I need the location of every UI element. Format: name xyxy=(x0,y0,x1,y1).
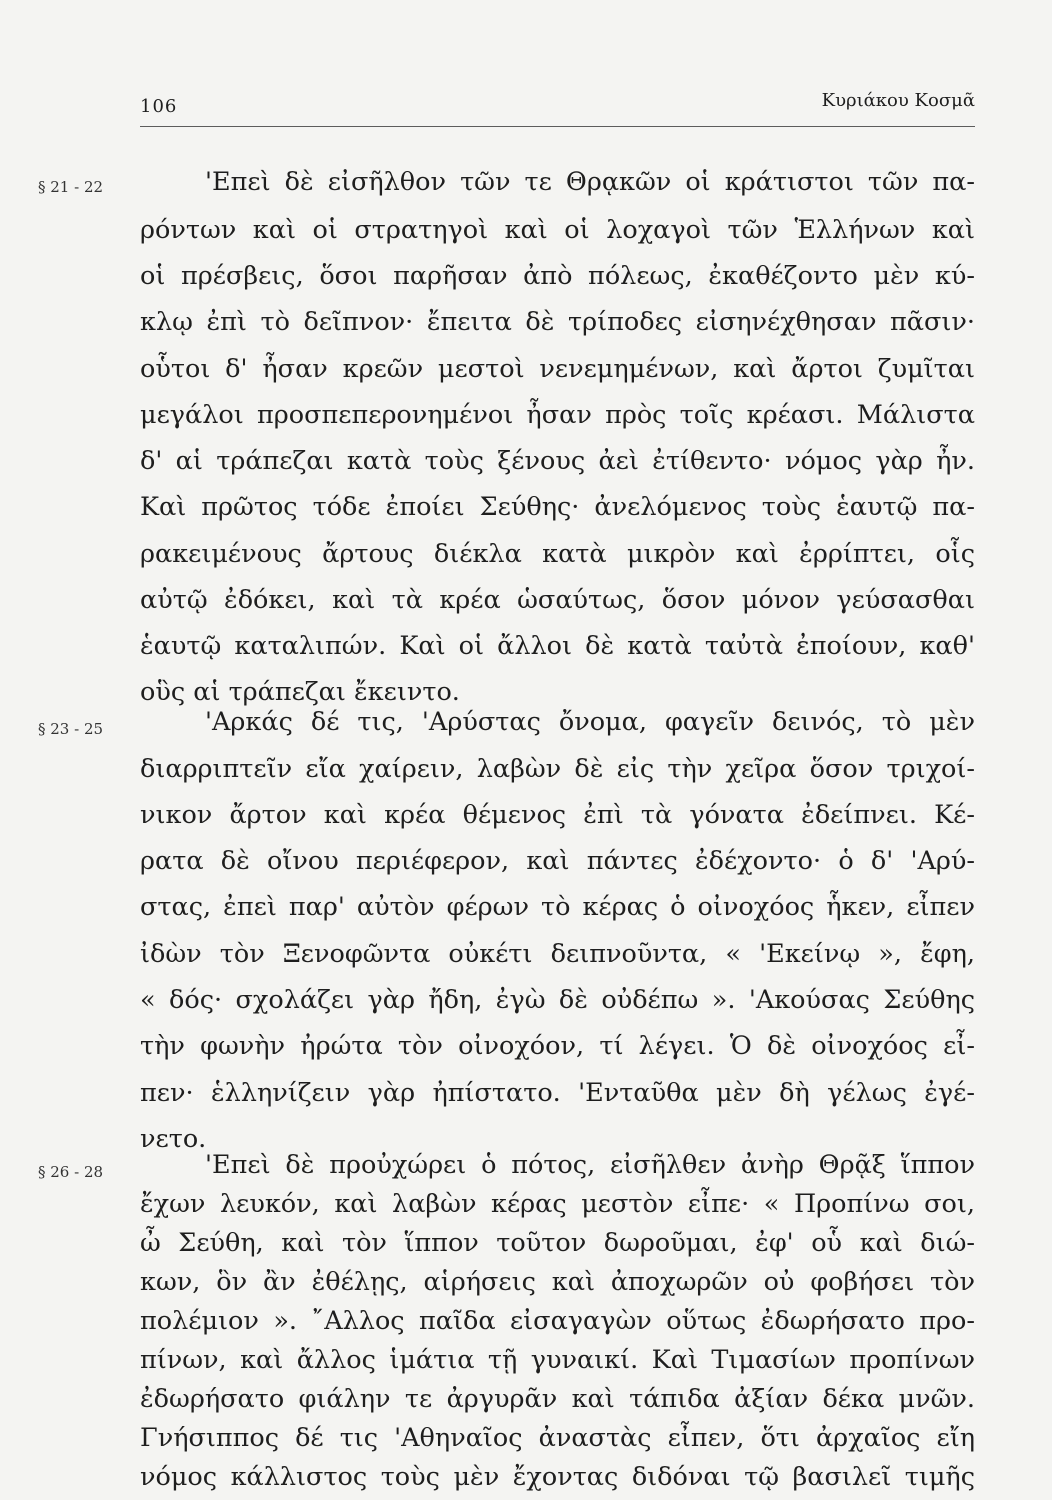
text-line: διαρριπτεῖν εἴα χαίρειν, λαβὼν δὲ εἰς τὴν χεῖρα ὅσον τριχοί- xyxy=(140,754,975,784)
section-label: § 26 - 28 xyxy=(38,1163,104,1181)
text-line: δ' αἱ τράπεζαι κατὰ τοὺς ξένους ἀεὶ ἐτίθεντο· νόμος γὰρ ἦν. xyxy=(140,446,975,476)
section-label: § 23 - 25 xyxy=(38,720,104,738)
text-line: ἑαυτῷ καταλιπών. Καὶ οἱ ἄλλοι δὲ κατὰ ταὐτὰ ἐποίουν, καθ' xyxy=(140,631,975,661)
page-header xyxy=(140,92,975,127)
text-line: « δός· σχολάζει γὰρ ἤδη, ἐγὼ δὲ οὐδέπω ». 'Ακούσας Σεύθης xyxy=(140,985,975,1015)
text-line: νόμος κάλλιστος τοὺς μὲν ἔχοντας διδόναι τῷ βασιλεῖ τιμῆς xyxy=(140,1462,975,1492)
text-line: ρατα δὲ οἴνου περιέφερον, καὶ πάντες ἐδέχοντο· ὁ δ' 'Αρύ- xyxy=(140,846,975,876)
text-line: ἰδὼν τὸν Ξενοφῶντα οὐκέτι δειπνοῦντα, « 'Εκείνῳ », ἔφη, xyxy=(140,939,975,969)
text-line: ρακειμένους ἄρτους διέκλα κατὰ μικρὸν καὶ ἐρρίπτει, οἷς xyxy=(140,539,975,569)
page-number: 106 xyxy=(140,96,178,117)
text-line: ρόντων καὶ οἱ στρατηγοὶ καὶ οἱ λοχαγοὶ τῶν Ἑλλήνων καὶ xyxy=(140,215,975,245)
text-line: πολέμιον ». ῎Αλλος παῖδα εἰσαγαγὼν οὕτως ἐδωρήσατο προ- xyxy=(140,1306,975,1336)
text-line: οὗτοι δ' ἦσαν κρεῶν μεστοὶ νενεμημένων, καὶ ἄρτοι ζυμῖται xyxy=(140,354,975,384)
text-line: κλῳ ἐπὶ τὸ δεῖπνον· ἔπειτα δὲ τρίποδες εἰσηνέχθησαν πᾶσιν· xyxy=(140,307,975,337)
text-line: ὦ Σεύθη, καὶ τὸν ἵππον τοῦτον δωροῦμαι, ἐφ' οὗ καὶ διώ- xyxy=(140,1228,975,1258)
text-line: μεγάλοι προσπεπερονημένοι ἦσαν πρὸς τοῖς κρέασι. Μάλιστα xyxy=(140,400,975,430)
text-line: οἱ πρέσβεις, ὅσοι παρῆσαν ἀπὸ πόλεως, ἐκαθέζοντο μὲν κύ- xyxy=(140,261,975,291)
text-line: νετο. xyxy=(140,1124,207,1154)
section-label: § 21 - 22 xyxy=(38,178,104,196)
text-line: 'Επεὶ δὲ εἰσῆλθον τῶν τε Θρᾳκῶν οἱ κράτιστοι τῶν πα- xyxy=(205,167,975,197)
text-line: Γνήσιππος δέ τις 'Αθηναῖος ἀναστὰς εἶπεν, ὅτι ἀρχαῖος εἴη xyxy=(140,1423,975,1453)
running-head: Κυριάκου Κοσμᾶ xyxy=(821,90,975,111)
text-line: πεν· ἑλληνίζειν γὰρ ἠπίστατο. 'Ενταῦθα μὲν δὴ γέλως ἐγέ- xyxy=(140,1078,975,1108)
text-line: νικον ἄρτον καὶ κρέα θέμενος ἐπὶ τὰ γόνατα ἐδείπνει. Κέ- xyxy=(140,800,975,830)
text-line: πίνων, καὶ ἄλλος ἱμάτια τῇ γυναικί. Καὶ Τιμασίων προπίνων xyxy=(140,1345,975,1375)
text-line: ἐδωρήσατο φιάλην τε ἀργυρᾶν καὶ τάπιδα ἀξίαν δέκα μνῶν. xyxy=(140,1384,975,1414)
text-line: κων, ὃν ἂν ἐθέλῃς, αἱρήσεις καὶ ἀποχωρῶν οὐ φοβήσει τὸν xyxy=(140,1267,975,1297)
text-line: στας, ἐπεὶ παρ' αὐτὸν φέρων τὸ κέρας ὁ οἰνοχόος ἧκεν, εἶπεν xyxy=(140,892,975,922)
text-line: 'Επεὶ δὲ προὐχώρει ὁ πότος, εἰσῆλθεν ἀνὴρ Θρᾷξ ἵππον xyxy=(205,1150,975,1180)
text-line: Καὶ πρῶτος τόδε ἐποίει Σεύθης· ἀνελόμενος τοὺς ἑαυτῷ πα- xyxy=(140,492,975,522)
text-line: 'Αρκάς δέ τις, 'Αρύστας ὄνομα, φαγεῖν δεινός, τὸ μὲν xyxy=(205,707,975,737)
text-line: τὴν φωνὴν ἠρώτα τὸν οἰνοχόον, τί λέγει. Ὁ δὲ οἰνοχόος εἶ- xyxy=(140,1031,975,1061)
text-line: οὓς αἱ τράπεζαι ἔκειντο. xyxy=(140,677,460,707)
text-line: αὐτῷ ἐδόκει, καὶ τὰ κρέα ὡσαύτως, ὅσον μόνον γεύσασθαι xyxy=(140,585,975,615)
text-line: ἔχων λευκόν, καὶ λαβὼν κέρας μεστὸν εἶπε· « Προπίνω σοι, xyxy=(140,1189,975,1219)
